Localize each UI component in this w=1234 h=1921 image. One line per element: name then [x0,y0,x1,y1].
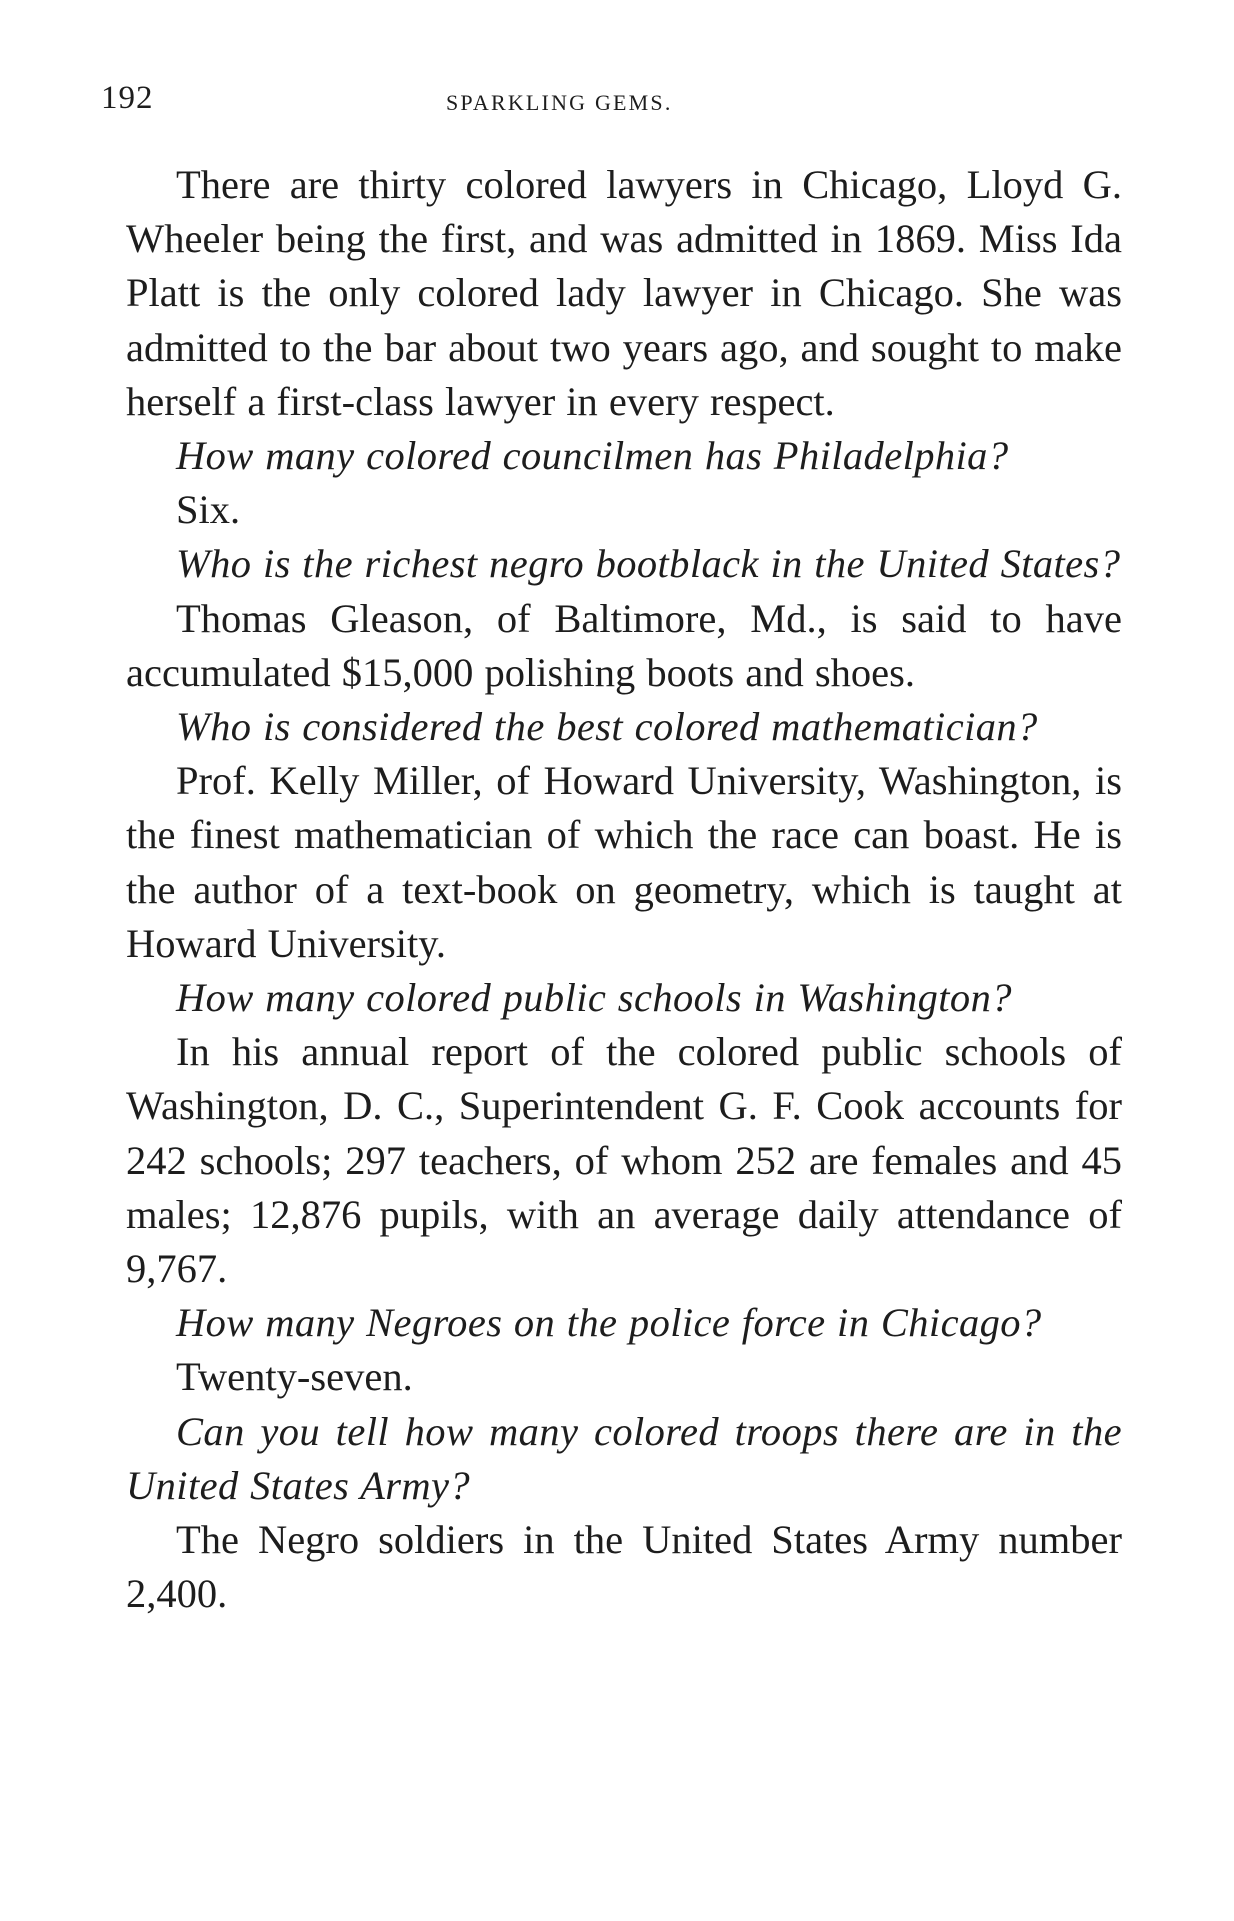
question-washington-schools: How many colored public schools in Washington? [176,975,1012,1021]
page-header [0,80,1234,130]
question-chicago-police: How many Negroes on the police force in Chicago? [176,1300,1042,1346]
question-colored-troops: Can you tell how many colored troops there are in the United States Army? [126,1408,1122,1508]
question-philadelphia-councilmen: How many colored councilmen has Philadelphia? [176,433,1009,479]
answer-philadelphia-councilmen: Six. [176,487,241,533]
paragraph-lawyers: There are thirty colored lawyers in Chicago, Lloyd G. Wheeler being the first, and was admitted in 1869. Miss Ida Platt is the only colored lady lawyer in Chicago. She was admitted to the bar about two years ago, and sought to make herself a first-class lawyer in every respect. [126,162,1122,424]
answer-washington-schools: In his annual report of the colored public schools of Washington, D. C., Superintendent G. F. Cook accounts for 242 schools; 297 teachers, of whom 252 are females and 45 males; 12,876 pupils, with an average daily attendance of 9,767. [126,1029,1122,1292]
question-richest-bootblack: Who is the richest negro bootblack in the United States? [176,541,1121,587]
page-body [126,158,1122,1621]
question-best-mathematician: Who is considered the best colored mathematician? [176,704,1038,750]
answer-colored-troops: The Negro soldiers in the United States Army number 2,400. [126,1517,1122,1617]
answer-richest-bootblack: Thomas Gleason, of Baltimore, Md., is said to have accumulated $15,000 polishing boots and shoes. [126,595,1122,695]
answer-chicago-police: Twenty-seven. [176,1354,413,1400]
answer-best-mathematician: Prof. Kelly Miller, of Howard University, Washington, is the finest mathematician of which the race can boast. He is the author of a text-book on geometry, which is taught at Howard University. [126,758,1122,966]
page-number: 192 [101,80,154,116]
running-head: SPARKLING GEMS. [446,90,673,115]
